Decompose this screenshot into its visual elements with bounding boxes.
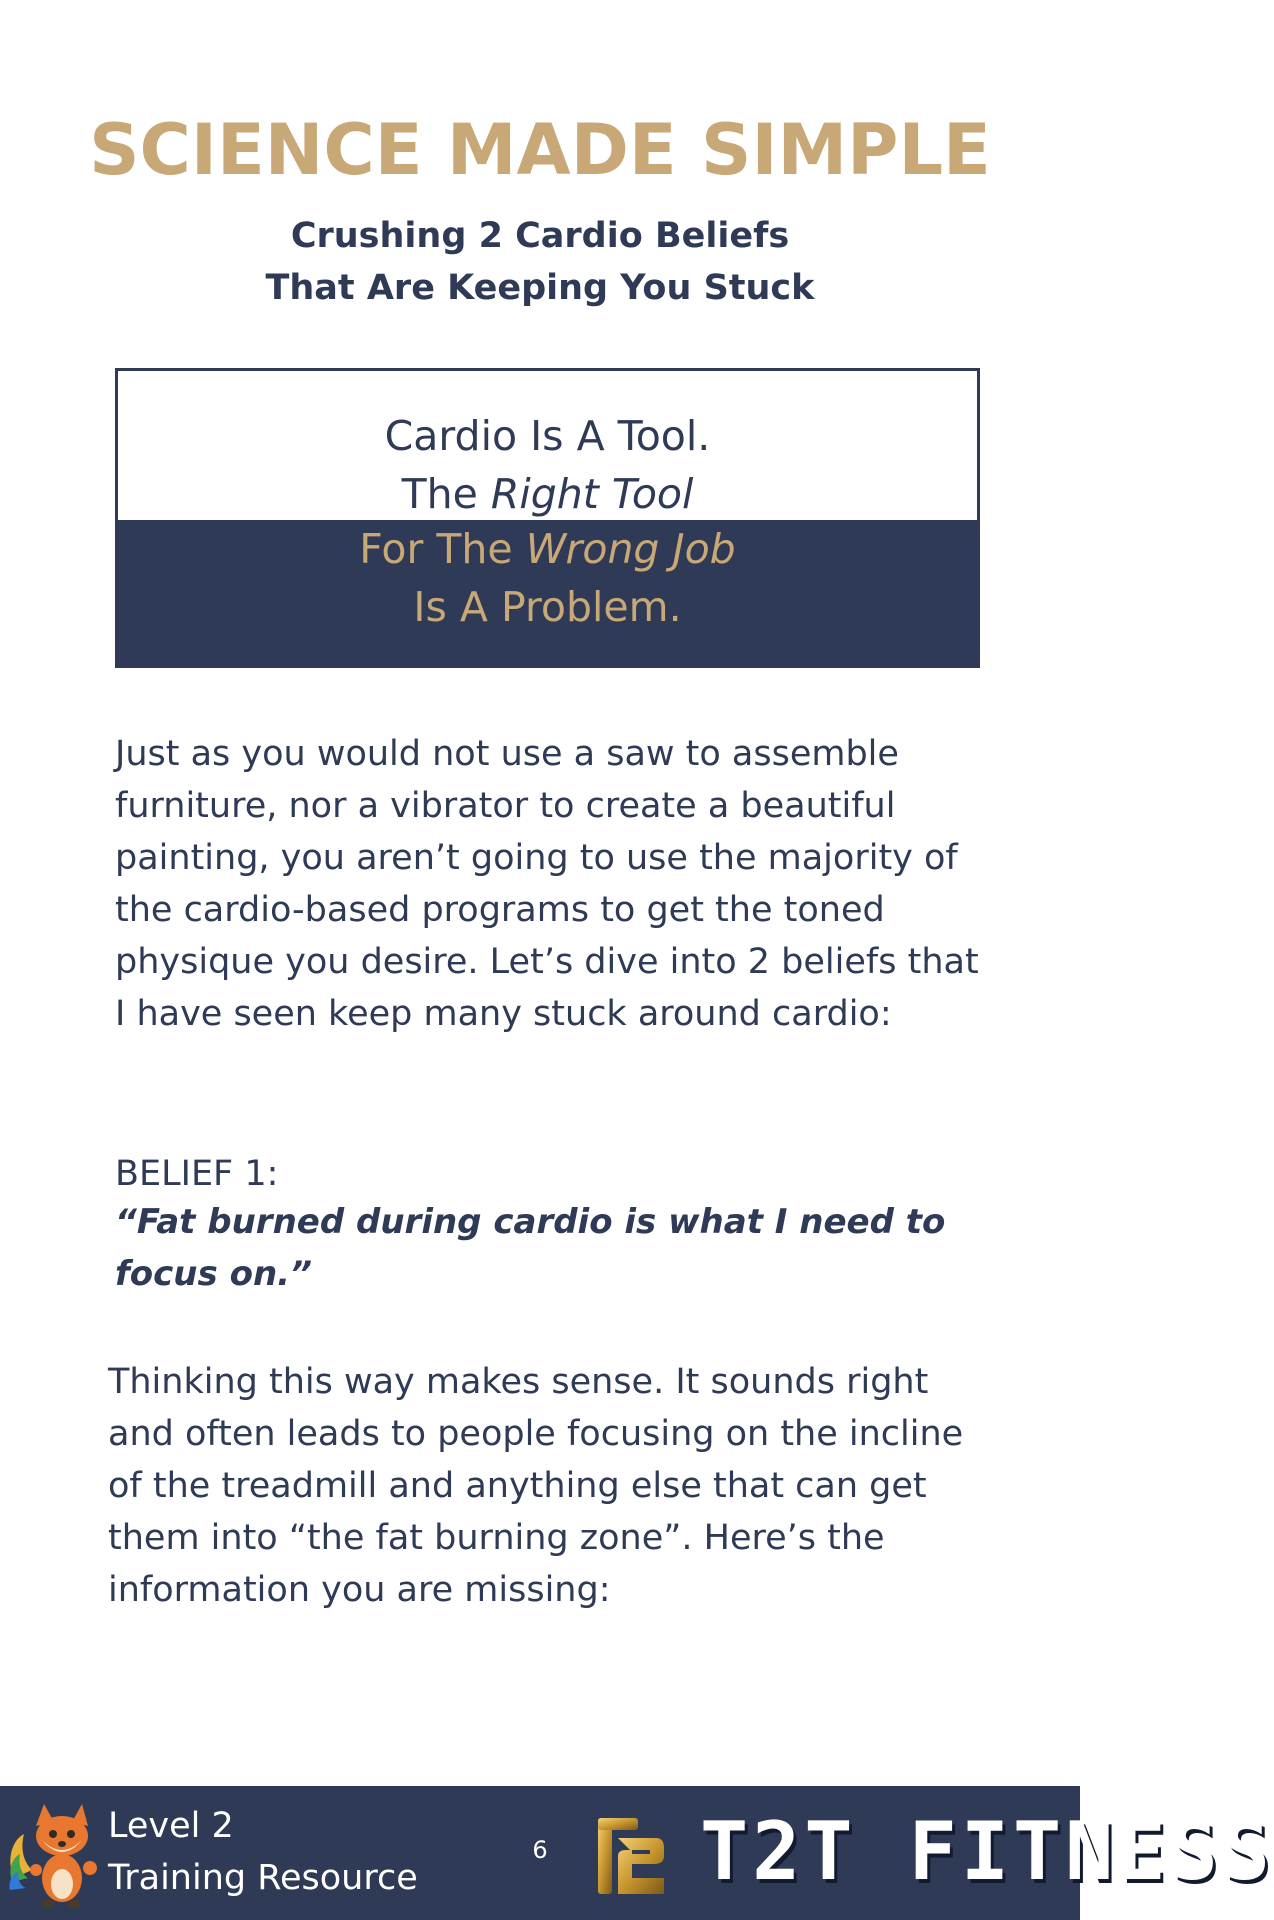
callout-line-2: [118, 465, 977, 523]
quote-callout: [115, 368, 980, 668]
callout-line-3-emphasis: Wrong Job: [525, 525, 736, 573]
page-subtitle: [0, 210, 1080, 314]
callout-line-3-prefix: For The: [359, 525, 526, 573]
page-footer: [0, 1786, 1274, 1920]
callout-top-panel: [115, 368, 980, 520]
callout-line-2-emphasis: Right Tool: [490, 470, 694, 518]
footer-label-line: Level 2: [108, 1806, 234, 1846]
callout-line-4: Is A Problem.: [413, 583, 682, 631]
t2t-monogram-icon: [592, 1804, 670, 1900]
intro-paragraph: Just as you would not use a saw to assemble furniture, nor a vibrator to create a beautiful painting, you aren’t going to use the majority of the cardio-based programs to get the toned physique you desire. Let’s dive into 2 beliefs that I have seen keep many stuck around cardio:: [115, 734, 979, 1034]
footer-label-line: Training Resource: [108, 1858, 418, 1898]
callout-line-1: Cardio Is A Tool.: [384, 412, 711, 460]
footer-label: [108, 1800, 418, 1904]
subtitle-line: Crushing 2 Cardio Beliefs: [290, 216, 790, 256]
callout-line-2-prefix: The: [401, 470, 491, 518]
subtitle-line: That Are Keeping You Stuck: [265, 268, 815, 308]
belief-quote: “Fat burned during cardio is what I need to focus on.”: [115, 1202, 946, 1294]
fox-mascot-icon: [6, 1800, 106, 1912]
brand-name: T2T FITNESS: [700, 1805, 1274, 1898]
belief-paragraph: Thinking this way makes sense. It sounds right and often leads to people focusing on the incline of the treadmill and anything else that can get them into “the fat burning zone”. Here’s the information you are missing:: [108, 1362, 964, 1610]
page-title: SCIENCE MADE SIMPLE: [89, 109, 991, 191]
callout-line-3: [115, 520, 980, 578]
page-number: 6: [532, 1836, 548, 1864]
callout-bottom-panel: [115, 520, 980, 668]
belief-label: BELIEF 1:: [115, 1154, 279, 1194]
